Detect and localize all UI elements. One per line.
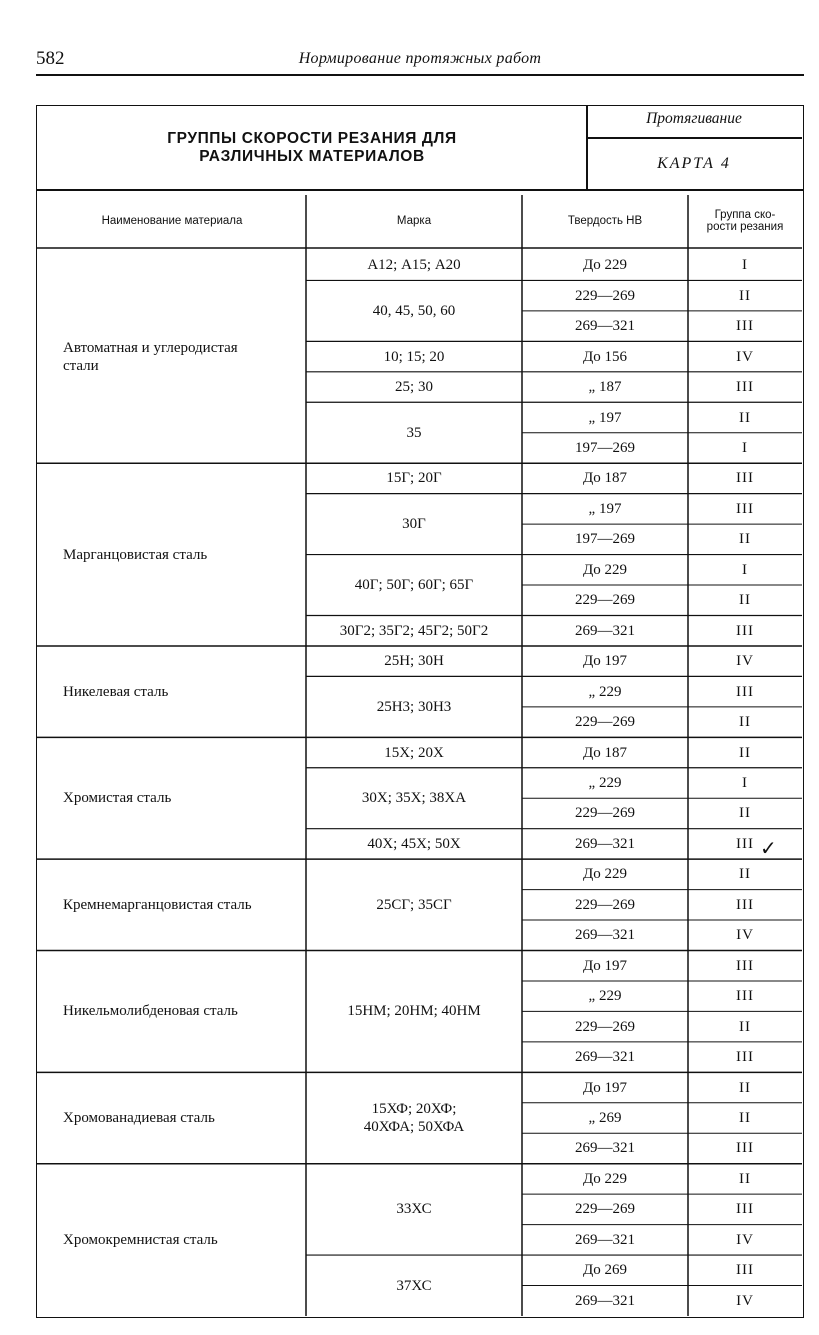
speed-group-cell: III <box>736 318 754 335</box>
speed-group-cell: IV <box>736 348 754 365</box>
mark-cell: 37ХС <box>396 1277 432 1294</box>
speed-group-cell: II <box>739 744 751 761</box>
speed-group-cell: IV <box>736 653 754 670</box>
speed-group-cell: II <box>739 531 751 548</box>
mark-cell: 15ХФ; 20ХФ; 40ХФА; 50ХФА <box>363 1101 465 1135</box>
speed-group-cell: II <box>739 866 751 883</box>
speed-group-cell: III <box>736 1140 754 1157</box>
speed-group-cell: III <box>736 1201 754 1218</box>
hardness-cell: „ 269 <box>588 1110 622 1127</box>
speed-group-cell: II <box>739 409 751 426</box>
running-title: Нормирование протяжных работ <box>298 50 542 67</box>
mark-cell: 40Г; 50Г; 60Г; 65Г <box>354 577 474 594</box>
mark-cell: 33ХС <box>396 1201 432 1218</box>
hardness-cell: До 229 <box>583 866 627 883</box>
speed-group-cell: III <box>736 470 754 487</box>
material-cell: Хромованадиевая сталь <box>63 1110 215 1126</box>
speed-group-cell: II <box>739 592 751 609</box>
mark-cell: 15НМ; 20НМ; 40НМ <box>347 1003 481 1020</box>
material-cell: Автоматная и углеродистая стали <box>63 339 238 374</box>
hardness-cell: 269—321 <box>575 318 635 335</box>
hardness-cell: „ 197 <box>588 500 622 517</box>
hardness-cell: 197—269 <box>575 531 635 548</box>
hardness-cell: До 156 <box>583 348 627 365</box>
mark-cell: 25СГ; 35СГ <box>376 896 452 913</box>
speed-group-cell: II <box>739 287 751 304</box>
speed-group-cell: III <box>736 500 754 517</box>
speed-group-cell: I <box>742 561 748 578</box>
speed-group-cell: II <box>739 1110 751 1127</box>
column-header-hardness: Твердость НВ <box>567 215 643 227</box>
hardness-cell: 197—269 <box>575 439 635 456</box>
hardness-cell: „ 229 <box>588 988 622 1005</box>
speed-group-cell: I <box>742 257 748 274</box>
operation-label: Протягивание <box>646 110 742 127</box>
page-number: 582 <box>36 48 65 69</box>
hardness-cell: „ 187 <box>588 379 622 396</box>
hardness-cell: 269—321 <box>575 1292 635 1309</box>
speed-group-cell: II <box>739 1079 751 1096</box>
column-header-group: Группа ско- рости резания <box>706 209 784 233</box>
speed-group-cell: III <box>736 1049 754 1066</box>
hardness-cell: 269—321 <box>575 835 635 852</box>
hardness-cell: „ 229 <box>588 683 622 700</box>
hardness-cell: 229—269 <box>575 592 635 609</box>
speed-group-cell: II <box>739 1018 751 1035</box>
mark-cell: 25Н3; 30Н3 <box>376 698 452 715</box>
hardness-cell: 229—269 <box>575 1018 635 1035</box>
hardness-cell: 229—269 <box>575 896 635 913</box>
card-title: ГРУППЫ СКОРОСТИ РЕЗАНИЯ ДЛЯ РАЗЛИЧНЫХ МАТЕРИАЛОВ <box>167 130 457 165</box>
hardness-cell: 269—321 <box>575 1231 635 1248</box>
hardness-cell: 269—321 <box>575 622 635 639</box>
speed-group-cell: III <box>736 957 754 974</box>
hardness-cell: 269—321 <box>575 927 635 944</box>
mark-cell: 40Х; 45Х; 50Х <box>367 835 461 852</box>
hardness-cell: 229—269 <box>575 1201 635 1218</box>
material-cell: Никельмолибденовая сталь <box>63 1003 238 1020</box>
speed-group-cell: IV <box>736 1292 754 1309</box>
hardness-cell: До 229 <box>583 561 627 578</box>
speed-group-cell: III <box>736 379 754 396</box>
material-cell: Хромистая сталь <box>63 790 172 807</box>
speed-group-cell: IV <box>736 1231 754 1248</box>
material-cell: Кремнемарганцовистая сталь <box>63 896 252 913</box>
hardness-cell: 229—269 <box>575 714 635 731</box>
hardness-cell: До 197 <box>583 1079 627 1096</box>
speed-group-cell: I <box>742 439 748 456</box>
column-header-material: Наименование материала <box>101 215 243 227</box>
speed-group-cell: III <box>736 1262 754 1279</box>
speed-group-cell: III <box>736 835 754 852</box>
speed-group-cell: IV <box>736 927 754 944</box>
hardness-cell: 229—269 <box>575 805 635 822</box>
speed-group-cell: III <box>736 896 754 913</box>
mark-cell: 30Г2; 35Г2; 45Г2; 50Г2 <box>339 622 489 639</box>
hardness-cell: 269—321 <box>575 1140 635 1157</box>
speed-group-cell: II <box>739 714 751 731</box>
speed-group-cell: I <box>742 774 748 791</box>
mark-cell: 30Г <box>402 516 426 533</box>
mark-cell: 40, 45, 50, 60 <box>372 302 456 319</box>
hardness-cell: До 187 <box>583 470 627 487</box>
speed-group-cell: III <box>736 988 754 1005</box>
mark-cell: 10; 15; 20 <box>383 348 445 365</box>
mark-cell: 30Х; 35Х; 38ХА <box>361 790 467 807</box>
hardness-cell: 269—321 <box>575 1049 635 1066</box>
hardness-cell: До 269 <box>583 1262 627 1279</box>
speed-group-cell: II <box>739 1170 751 1187</box>
hardness-cell: До 197 <box>583 653 627 670</box>
hardness-cell: До 197 <box>583 957 627 974</box>
material-cell: Хромокремнистая сталь <box>63 1231 218 1248</box>
check-mark-icon: ✓ <box>760 836 777 860</box>
mark-cell: 15Г; 20Г <box>386 470 442 487</box>
material-cell: Марганцовистая сталь <box>63 546 208 563</box>
mark-cell: 25; 30 <box>395 379 433 396</box>
hardness-cell: До 229 <box>583 1170 627 1187</box>
speed-group-cell: III <box>736 683 754 700</box>
speed-group-cell: II <box>739 805 751 822</box>
column-header-mark: Марка <box>396 215 432 227</box>
hardness-cell: До 187 <box>583 744 627 761</box>
mark-cell: 15Х; 20Х <box>384 744 444 761</box>
hardness-cell: До 229 <box>583 257 627 274</box>
hardness-cell: 229—269 <box>575 287 635 304</box>
mark-cell: А12; А15; А20 <box>367 257 461 274</box>
hardness-cell: „ 197 <box>588 409 622 426</box>
material-cell: Никелевая сталь <box>63 683 169 700</box>
hardness-cell: „ 229 <box>588 774 622 791</box>
mark-cell: 25Н; 30Н <box>384 653 444 670</box>
speed-group-cell: III <box>736 622 754 639</box>
mark-cell: 35 <box>406 424 422 441</box>
card-number: КАРТА 4 <box>657 155 731 172</box>
